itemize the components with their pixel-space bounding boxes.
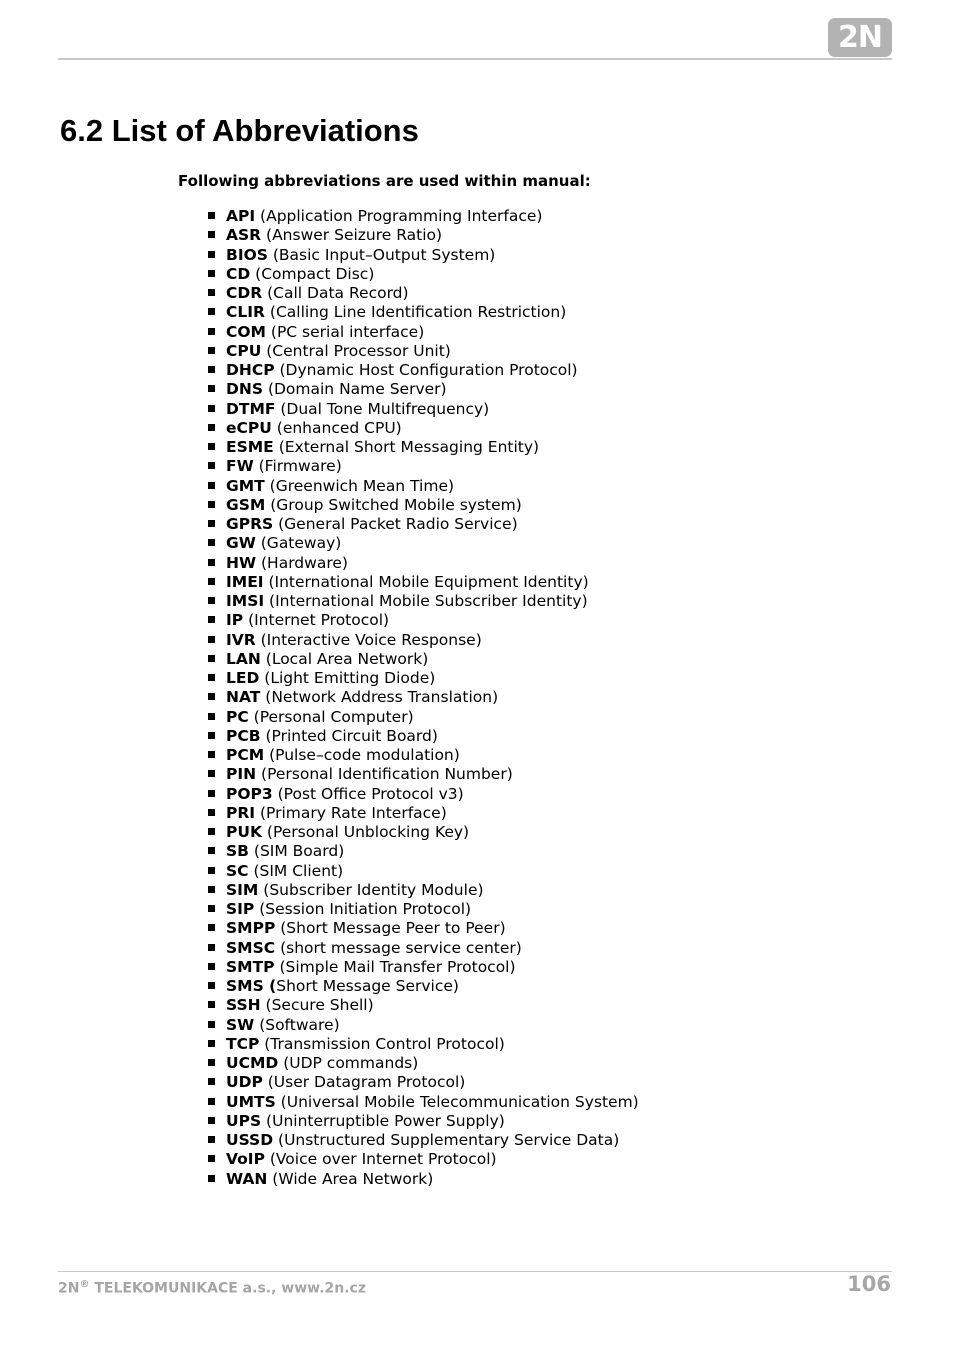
square-bullet-icon (208, 1175, 215, 1182)
square-bullet-icon (208, 636, 215, 643)
abbreviation-expansion: (Printed Circuit Board) (260, 726, 438, 745)
abbreviation-expansion: (Voice over Internet Protocol) (264, 1150, 497, 1169)
list-item (204, 708, 639, 727)
abbreviation-term: CPU (226, 341, 262, 360)
abbreviation-expansion: (SIM Board) (248, 842, 345, 861)
abbreviation-term: LAN (226, 649, 261, 668)
list-item (204, 919, 639, 938)
list-item (204, 400, 639, 419)
abbreviation-expansion: (Interactive Voice Response) (255, 630, 482, 649)
square-bullet-icon (208, 1136, 215, 1143)
list-item (204, 1054, 639, 1073)
abbreviation-term: WAN (226, 1169, 268, 1188)
list-item (204, 842, 639, 861)
list-item (204, 457, 639, 476)
square-bullet-icon (208, 424, 215, 431)
list-item (204, 1093, 639, 1112)
list-item (204, 1150, 639, 1169)
abbreviation-expansion: Short Message Service) (276, 977, 459, 995)
abbreviation-term: GMT (226, 476, 265, 495)
list-item (204, 496, 639, 515)
square-bullet-icon (208, 963, 215, 970)
list-item (204, 1131, 639, 1150)
list-item (204, 265, 639, 284)
square-bullet-icon (208, 578, 215, 585)
registered-mark: ® (79, 1279, 90, 1290)
square-bullet-icon (208, 1059, 215, 1066)
abbreviation-term: COM (226, 322, 266, 341)
abbreviation-term: NAT (226, 688, 261, 707)
abbreviation-term: UMTS (226, 1092, 276, 1111)
footer-company (58, 1279, 366, 1297)
abbreviation-expansion: (Gateway) (255, 534, 342, 553)
abbreviation-term: PCB (226, 726, 261, 745)
list-item (204, 534, 639, 553)
abbreviation-term: PIN (226, 765, 257, 784)
abbreviation-term: UPS (226, 1111, 262, 1130)
abbreviation-expansion: (Firmware) (253, 457, 342, 476)
abbreviation-term: SIM (226, 880, 259, 899)
abbreviation-term: UDP (226, 1073, 263, 1092)
abbreviation-expansion: (Transmission Control Protocol) (259, 1034, 505, 1053)
abbreviation-term: FW (226, 457, 254, 476)
abbreviation-term: SMS ( (226, 977, 277, 995)
list-item (204, 380, 639, 399)
abbreviation-term: PC (226, 707, 249, 726)
square-bullet-icon (208, 732, 215, 739)
abbreviation-expansion: (International Mobile Equipment Identity) (263, 572, 589, 591)
abbreviation-expansion: (Internet Protocol) (243, 611, 390, 630)
list-item (204, 611, 639, 630)
list-item (204, 361, 639, 380)
square-bullet-icon (208, 482, 215, 489)
square-bullet-icon (208, 462, 215, 469)
abbreviation-term: SW (226, 1015, 255, 1034)
abbreviation-expansion: (Dual Tone Multifrequency) (275, 399, 490, 418)
abbreviation-expansion: (Hardware) (256, 553, 348, 572)
list-item (204, 477, 639, 496)
square-bullet-icon (208, 270, 215, 277)
square-bullet-icon (208, 770, 215, 777)
abbreviation-term: GPRS (226, 515, 274, 533)
square-bullet-icon (208, 366, 215, 373)
abbreviation-expansion: (Software) (254, 1015, 340, 1034)
square-bullet-icon (208, 944, 215, 951)
abbreviation-expansion: (SIM Client) (248, 861, 344, 880)
square-bullet-icon (208, 520, 215, 527)
list-item (204, 573, 639, 592)
abbreviation-expansion: (Short Message Peer to Peer) (275, 919, 506, 938)
abbreviation-term: SC (226, 861, 249, 880)
abbreviation-term: TCP (226, 1034, 260, 1053)
square-bullet-icon (208, 1117, 215, 1124)
list-item (204, 246, 639, 265)
square-bullet-icon (208, 924, 215, 931)
abbreviation-term: IMEI (226, 572, 264, 591)
abbreviation-term: GSM (226, 495, 266, 514)
abbreviation-term: ASR (226, 226, 262, 245)
page-title: 6.2 List of Abbreviations (60, 113, 419, 148)
list-item (204, 785, 639, 804)
list-item (204, 746, 639, 765)
abbreviation-expansion: (Network Address Translation) (260, 688, 499, 707)
abbreviation-term: CLIR (226, 303, 265, 322)
abbreviation-expansion: (Simple Mail Transfer Protocol) (274, 957, 516, 976)
list-item (204, 1016, 639, 1035)
abbreviation-expansion: (Uninterruptible Power Supply) (261, 1111, 505, 1130)
intro-text: Following abbreviations are used within manual: (178, 172, 591, 190)
list-item (204, 669, 639, 688)
abbreviation-term: CD (226, 264, 251, 283)
abbreviation-expansion: (Session Initiation Protocol) (254, 900, 472, 918)
abbreviation-term: eCPU (226, 418, 272, 437)
footer-divider (58, 1271, 892, 1272)
abbreviation-expansion: (International Mobile Subscriber Identity) (264, 592, 588, 610)
page-number: 106 (847, 1272, 891, 1296)
square-bullet-icon (208, 1098, 215, 1105)
abbreviation-expansion: (Application Programming Interface) (255, 207, 543, 225)
square-bullet-icon (208, 616, 215, 623)
square-bullet-icon (208, 212, 215, 219)
list-item (204, 650, 639, 669)
abbreviation-term: USSD (226, 1131, 274, 1149)
list-item (204, 900, 639, 919)
square-bullet-icon (208, 886, 215, 893)
abbreviation-term: HW (226, 553, 257, 572)
square-bullet-icon (208, 867, 215, 874)
square-bullet-icon (208, 751, 215, 758)
list-item (204, 207, 639, 226)
abbreviation-expansion: (Calling Line Identification Restriction) (264, 303, 567, 322)
abbreviation-term: LED (226, 669, 260, 687)
abbreviation-term: ESME (226, 438, 274, 456)
list-item (204, 419, 639, 438)
abbreviation-expansion: (User Datagram Protocol) (262, 1073, 466, 1092)
square-bullet-icon (208, 501, 215, 508)
list-item (204, 1073, 639, 1092)
list-item (204, 804, 639, 823)
abbreviation-expansion: (Personal Identification Number) (256, 765, 513, 784)
abbreviation-term: PCM (226, 746, 265, 764)
square-bullet-icon (208, 328, 215, 335)
list-item (204, 303, 639, 322)
brand-logo-text: 2N (838, 20, 882, 55)
abbreviation-term: IVR (226, 630, 256, 649)
list-item (204, 727, 639, 746)
brand-logo (828, 18, 892, 57)
square-bullet-icon (208, 308, 215, 315)
list-item (204, 631, 639, 650)
abbreviation-expansion: (enhanced CPU) (271, 418, 402, 437)
square-bullet-icon (208, 847, 215, 854)
abbreviation-expansion: (General Packet Radio Service) (273, 515, 518, 533)
abbreviation-expansion: (Group Switched Mobile system) (265, 495, 522, 514)
abbreviation-expansion: (Compact Disc) (250, 264, 375, 283)
abbreviation-term: API (226, 207, 256, 225)
abbreviation-term: SMTP (226, 957, 275, 976)
square-bullet-icon (208, 693, 215, 700)
square-bullet-icon (208, 1078, 215, 1085)
list-item (204, 1035, 639, 1054)
abbreviation-expansion: (Primary Rate Interface) (255, 803, 447, 822)
abbreviation-term: PRI (226, 803, 256, 822)
square-bullet-icon (208, 674, 215, 681)
abbreviation-expansion: (External Short Messaging Entity) (273, 438, 540, 456)
abbreviation-term: GW (226, 534, 256, 553)
abbreviation-expansion: (Dynamic Host Configuration Protocol) (274, 361, 578, 379)
square-bullet-icon (208, 405, 215, 412)
abbreviation-term: DHCP (226, 361, 275, 379)
square-bullet-icon (208, 655, 215, 662)
abbreviation-expansion: (Domain Name Server) (263, 380, 447, 399)
header-divider (58, 58, 892, 60)
list-item (204, 977, 639, 996)
list-item (204, 1112, 639, 1131)
abbreviation-expansion: (short message service center) (275, 938, 522, 957)
list-item (204, 438, 639, 457)
square-bullet-icon (208, 1155, 215, 1162)
list-item (204, 958, 639, 977)
square-bullet-icon (208, 790, 215, 797)
square-bullet-icon (208, 1021, 215, 1028)
list-item (204, 1170, 639, 1189)
abbreviation-term: CDR (226, 284, 263, 302)
square-bullet-icon (208, 713, 215, 720)
square-bullet-icon (208, 828, 215, 835)
abbreviation-expansion: (PC serial interface) (265, 322, 425, 341)
abbreviation-expansion: (Local Area Network) (260, 649, 429, 668)
abbreviation-expansion: (Personal Unblocking Key) (261, 823, 470, 841)
list-item (204, 688, 639, 707)
abbreviation-term: DTMF (226, 399, 276, 418)
abbreviation-expansion: (Unstructured Supplementary Service Data) (273, 1131, 620, 1149)
abbreviation-term: PUK (226, 823, 262, 841)
square-bullet-icon (208, 347, 215, 354)
square-bullet-icon (208, 231, 215, 238)
abbreviation-term: SIP (226, 900, 255, 918)
list-item (204, 996, 639, 1015)
abbreviation-term: SSH (226, 996, 261, 1015)
list-item (204, 862, 639, 881)
square-bullet-icon (208, 1040, 215, 1047)
square-bullet-icon (208, 1001, 215, 1008)
abbreviation-expansion: (Personal Computer) (248, 707, 414, 726)
abbreviation-term: SMPP (226, 919, 276, 938)
abbreviation-expansion: (Subscriber Identity Module) (258, 880, 484, 899)
list-item (204, 284, 639, 303)
abbreviation-expansion: (Central Processor Unit) (261, 341, 451, 360)
list-item (204, 226, 639, 245)
abbreviation-term: DNS (226, 380, 264, 399)
footer-company-text: TELEKOMUNIKACE a.s., www.2n.cz (89, 1280, 366, 1297)
list-item (204, 823, 639, 842)
list-item (204, 765, 639, 784)
abbreviation-term: IP (226, 611, 244, 630)
abbreviation-term: BIOS (226, 245, 268, 264)
abbreviation-term: SMSC (226, 938, 276, 957)
abbreviation-expansion: (Basic Input–Output System) (267, 245, 496, 264)
abbreviation-expansion: (Answer Seizure Ratio) (261, 226, 443, 245)
abbreviation-expansion: (Greenwich Mean Time) (264, 476, 455, 495)
abbreviation-term: SB (226, 842, 249, 861)
square-bullet-icon (208, 251, 215, 258)
list-item (204, 881, 639, 900)
abbreviation-term: POP3 (226, 784, 273, 803)
square-bullet-icon (208, 559, 215, 566)
abbreviation-expansion: (UDP commands) (278, 1054, 419, 1072)
list-item (204, 342, 639, 361)
list-item (204, 554, 639, 573)
square-bullet-icon (208, 809, 215, 816)
square-bullet-icon (208, 982, 215, 989)
abbreviation-expansion: (Post Office Protocol v3) (272, 784, 464, 803)
square-bullet-icon (208, 597, 215, 604)
list-item (204, 939, 639, 958)
abbreviation-list (204, 207, 639, 1189)
list-item (204, 515, 639, 534)
abbreviation-term: UCMD (226, 1054, 279, 1072)
square-bullet-icon (208, 905, 215, 912)
list-item (204, 323, 639, 342)
abbreviation-expansion: (Universal Mobile Telecommunication System) (275, 1092, 639, 1111)
abbreviation-term: VoIP (226, 1150, 265, 1169)
footer-brand: 2N (58, 1280, 80, 1297)
square-bullet-icon (208, 539, 215, 546)
square-bullet-icon (208, 289, 215, 296)
abbreviation-expansion: (Call Data Record) (262, 284, 409, 302)
square-bullet-icon (208, 443, 215, 450)
abbreviation-expansion: (Light Emitting Diode) (259, 669, 436, 687)
abbreviation-expansion: (Secure Shell) (260, 996, 374, 1015)
abbreviation-term: IMSI (226, 592, 265, 610)
abbreviation-expansion: (Pulse–code modulation) (264, 746, 460, 764)
list-item (204, 592, 639, 611)
abbreviation-expansion: (Wide Area Network) (267, 1169, 434, 1188)
square-bullet-icon (208, 385, 215, 392)
